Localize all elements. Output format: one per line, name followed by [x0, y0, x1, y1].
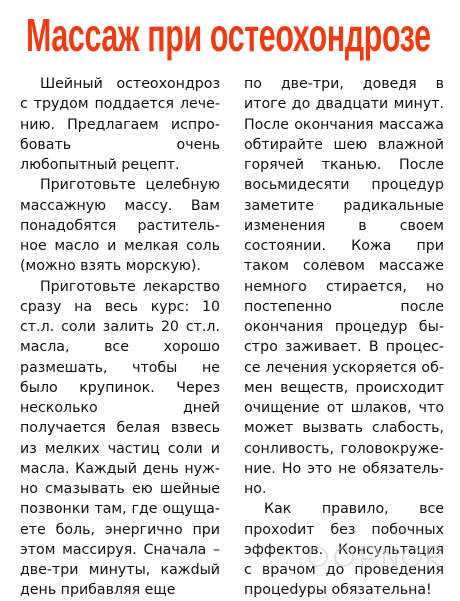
left-column — [20, 74, 220, 601]
article-title: Массаж при остеохондрозе — [26, 9, 431, 61]
article-body — [20, 74, 444, 599]
right-column — [244, 74, 444, 601]
paragraph-3: Приготовьте лекарство сразу на весь курс: 10 ст.л. соли залить 20 ст.л. масла, все хорошо размешать, чтобы не было крупинок. Через несколько дней получается белая взвесь из мелких частиц соли и масла. Каждый день нужно смазывать ею шейные позвонки там, где ощущаете боль, энергично при этом массируя. Сначала – две-три минуты, кажdый день прибавляя еще — [20, 278, 220, 599]
paragraph-3-continued: по две-три, доведя в итоге до двадцати минут. После окончания массажа обтирайте шею влажной горячей тканью. После восьмидесяти процедур заметите радикальные изменения в своем состоянии. Кожа при таком солевом массаже немного стирается, но постепенно после окончания процедур быстро заживает. В процессе лечения ускоряется обмен веществ, происходит очищение от шлаков, что может вызвать слабость, сонливость, головокружение. Но это не обязательно. — [244, 76, 444, 497]
paragraph-1: Шейный остеохондроз с трудом поддается лечению. Предлагаем испробовать очень любопытный рецепт. — [20, 76, 220, 173]
paragraph-4: Как правило, все прохоdит без побочных эффектов. Консультация с врачом до проведения процеdуры обязательна! — [244, 501, 444, 599]
watermark-logo — [304, 537, 454, 577]
paragraph-2: Приготовьте целебную массажную массу. Вам понадобятся растительное масло и мелкая соль (можно взять морскую). — [20, 177, 220, 275]
